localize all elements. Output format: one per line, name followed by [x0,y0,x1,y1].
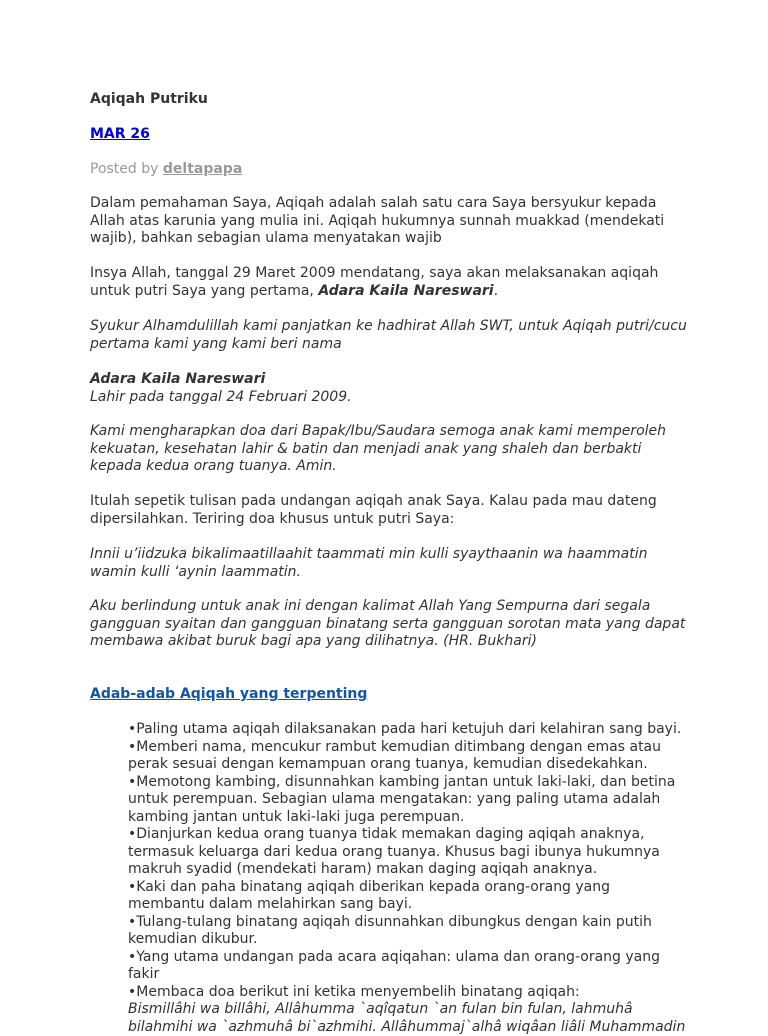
list-item [128,984,688,1036]
post-date [90,126,690,144]
post-title: Aqiqah Putriku [90,91,690,109]
paragraph-plan [90,265,690,300]
list-item: •Memotong kambing, disunnahkan kambing jantan untuk laki-laki, dan betina untuk perempuan. Sebagian ulama mengatakan: yang paling utama adalah kambing jantan untuk laki-laki juga perempuan. [128,774,688,827]
paragraph-hope: Kami mengharapkan doa dari Bapak/Ibu/Saudara semoga anak kami memperoleh kekuatan, kesehatan lahir & batin dan menjadi anak yang shaleh dan berbakti kepada kedua orang tuanya. Amin. [90,423,690,476]
paragraph-gratitude: Syukur Alhamdulillah kami panjatkan ke hadhirat Allah SWT, untuk Aqiqah putri/cucu pertama kami yang kami beri nama [90,318,690,353]
list-item: •Kaki dan paha binatang aqiqah diberikan kepada orang-orang yang membantu dalam melahirkan sang bayi. [128,879,688,914]
paragraph-prayer-arabic: Innii u’iidzuka bikalimaatillaahit taammati min kulli syaythaanin wa haammatin wamin kulli ‘aynin laammatin. [90,546,690,581]
list-item: •Memberi nama, mencukur rambut kemudian ditimbang dengan emas atau perak sesuai dengan kemampuan orang tuanya, kemudian disedekahkan. [128,739,688,774]
list-item: •Dianjurkan kedua orang tuanya tidak memakan daging aqiqah anaknya, termasuk keluarga dari kedua orang tuanya. Khusus bagi ibunya hukumnya makruh syadid (mendekati haram) makan daging aqiqah anaknya. [128,826,688,879]
slaughter-prayer: Bismillâhi wa billâhi, Allâhumma `aqîqatun `an fulan bin fulan, lahmuhâ bilahmihi wa `azhmuhâ bi`azhmihi. Allâhummaj`alhâ wiqâan liâli Muhammadin [128,1001,688,1036]
plan-end: . [494,283,498,299]
list-item: •Yang utama undangan pada acara aqiqahan: ulama dan orang-orang yang fakir [128,949,688,984]
post-date-link[interactable]: MAR 26 [90,126,150,142]
author-link[interactable]: deltapapa [163,161,242,177]
list-item: •Paling utama aqiqah dilaksanakan pada hari ketujuh dari kelahiran sang bayi. [128,721,688,739]
paragraph-invitation: Itulah sepetik tulisan pada undangan aqiqah anak Saya. Kalau pada mau dateng dipersilahkan. Teriring doa khusus untuk putri Saya: [90,493,690,528]
paragraph-intro: Dalam pemahaman Saya, Aqiqah adalah salah satu cara Saya bersyukur kepada Allah atas karunia yang mulia ini. Aqiqah hukumnya sunnah muakkad (mendekati wajib), bahkan sebagian ulama menyatakan wajib [90,195,690,248]
paragraph-name [90,371,690,406]
child-name: Adara Kaila Nareswari [318,283,493,299]
plan-text: Insya Allah, tanggal 29 Maret 2009 mendatang, saya akan melaksanakan aqiqah untuk putri Saya yang pertama, [90,265,658,299]
paragraph-prayer-meaning: Aku berlindung untuk anak ini dengan kalimat Allah Yang Sempurna dari segala gangguan syaitan dan gangguan binatang serta gangguan sorotan mata yang dapat membawa akibat buruk bagi apa yang dilihatnya. (HR. Bukhari) [90,598,690,651]
post-byline [90,161,690,179]
section-heading [90,686,690,704]
adab-list [128,721,688,1036]
list-item: •Tulang-tulang binatang aqiqah disunnahkan dibungkus dengan kain putih kemudian dikubur. [128,914,688,949]
child-name-heading: Adara Kaila Nareswari [90,371,265,387]
section-heading-link[interactable]: Adab-adab Aqiqah yang terpenting [90,686,367,702]
birth-date: Lahir pada tanggal 24 Februari 2009. [90,389,352,405]
posted-by-label: Posted by [90,161,163,177]
list-item-text: •Membaca doa berikut ini ketika menyembelih binatang aqiqah: [128,984,580,1000]
